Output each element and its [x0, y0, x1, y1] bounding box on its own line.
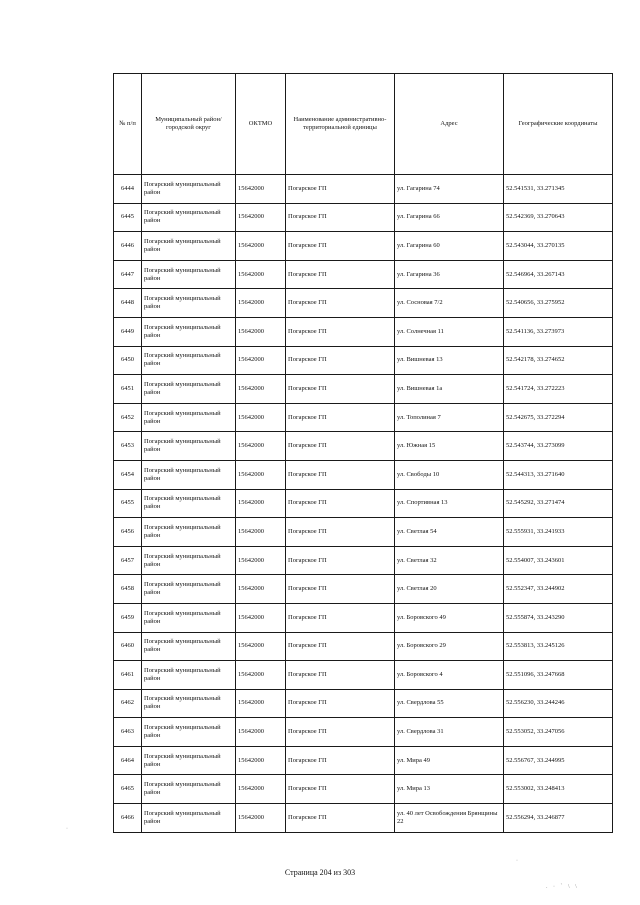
cell-address: ул. Вишневая 13	[395, 346, 504, 375]
cell-oktmo: 15642000	[236, 546, 286, 575]
cell-address: ул. Солнечная 11	[395, 317, 504, 346]
cell-coords: 52.543744, 33.273099	[504, 432, 613, 461]
table-row	[114, 403, 613, 432]
cell-unit: Погарское ГП	[286, 661, 395, 690]
table-body	[114, 175, 613, 833]
cell-municipality: Погарский муниципальный район	[142, 518, 236, 547]
cell-municipality: Погарский муниципальный район	[142, 804, 236, 833]
table-row	[114, 203, 613, 232]
header-municipality: Муниципальный район/городской округ	[142, 74, 236, 175]
cell-address: ул. Спортивная 13	[395, 489, 504, 518]
cell-municipality: Погарский муниципальный район	[142, 575, 236, 604]
cell-coords: 52.556767, 33.244995	[504, 746, 613, 775]
table-row	[114, 632, 613, 661]
cell-oktmo: 15642000	[236, 460, 286, 489]
header-unit: Наименование административно-территориальной единицы	[286, 74, 395, 175]
cell-num: 6448	[114, 289, 142, 318]
cell-address: ул. Мира 49	[395, 746, 504, 775]
table-row	[114, 689, 613, 718]
cell-unit: Погарское ГП	[286, 260, 395, 289]
cell-num: 6460	[114, 632, 142, 661]
cell-unit: Погарское ГП	[286, 375, 395, 404]
cell-address: ул. Мира 13	[395, 775, 504, 804]
cell-unit: Погарское ГП	[286, 232, 395, 261]
cell-unit: Погарское ГП	[286, 632, 395, 661]
cell-unit: Погарское ГП	[286, 746, 395, 775]
cell-num: 6451	[114, 375, 142, 404]
table-row	[114, 746, 613, 775]
cell-coords: 52.555874, 33.243290	[504, 603, 613, 632]
cell-oktmo: 15642000	[236, 689, 286, 718]
cell-num: 6463	[114, 718, 142, 747]
cell-num: 6459	[114, 603, 142, 632]
cell-unit: Погарское ГП	[286, 432, 395, 461]
cell-municipality: Погарский муниципальный район	[142, 260, 236, 289]
cell-coords: 52.545292, 33.271474	[504, 489, 613, 518]
cell-address: ул. Вишневая 1а	[395, 375, 504, 404]
cell-num: 6445	[114, 203, 142, 232]
cell-coords: 52.554007, 33.243601	[504, 546, 613, 575]
cell-coords: 52.541531, 33.271345	[504, 175, 613, 204]
cell-address: ул. 40 лет Освобождения Брянщины 22	[395, 804, 504, 833]
cell-unit: Погарское ГП	[286, 804, 395, 833]
cell-num: 6464	[114, 746, 142, 775]
header-coords: Географические координаты	[504, 74, 613, 175]
cell-num: 6461	[114, 661, 142, 690]
cell-oktmo: 15642000	[236, 260, 286, 289]
cell-coords: 52.556294, 33.246877	[504, 804, 613, 833]
cell-address: ул. Боровского 4	[395, 661, 504, 690]
cell-address: ул. Гагарина 74	[395, 175, 504, 204]
scan-speck: ·	[66, 826, 70, 832]
table-row	[114, 260, 613, 289]
cell-address: ул. Свободы 10	[395, 460, 504, 489]
cell-num: 6466	[114, 804, 142, 833]
table-header	[114, 74, 613, 175]
cell-unit: Погарское ГП	[286, 775, 395, 804]
table-row	[114, 575, 613, 604]
cell-address: ул. Боровского 29	[395, 632, 504, 661]
cell-municipality: Погарский муниципальный район	[142, 546, 236, 575]
cell-oktmo: 15642000	[236, 403, 286, 432]
scan-speck: ·	[516, 858, 520, 864]
cell-coords: 52.553002, 33.248413	[504, 775, 613, 804]
cell-oktmo: 15642000	[236, 232, 286, 261]
cell-coords: 52.542675, 33.272294	[504, 403, 613, 432]
table-row	[114, 661, 613, 690]
cell-oktmo: 15642000	[236, 804, 286, 833]
cell-address: ул. Светлая 32	[395, 546, 504, 575]
cell-municipality: Погарский муниципальный район	[142, 203, 236, 232]
cell-municipality: Погарский муниципальный район	[142, 689, 236, 718]
cell-oktmo: 15642000	[236, 632, 286, 661]
cell-oktmo: 15642000	[236, 289, 286, 318]
table-row	[114, 432, 613, 461]
cell-municipality: Погарский муниципальный район	[142, 460, 236, 489]
cell-num: 6457	[114, 546, 142, 575]
cell-municipality: Погарский муниципальный район	[142, 775, 236, 804]
cell-oktmo: 15642000	[236, 603, 286, 632]
cell-num: 6458	[114, 575, 142, 604]
cell-address: ул. Боровского 49	[395, 603, 504, 632]
cell-num: 6447	[114, 260, 142, 289]
cell-num: 6454	[114, 460, 142, 489]
cell-coords: 52.544313, 33.271640	[504, 460, 613, 489]
cell-address: ул. Тополиная 7	[395, 403, 504, 432]
cell-num: 6465	[114, 775, 142, 804]
cell-num: 6449	[114, 317, 142, 346]
cell-address: ул. Гагарина 60	[395, 232, 504, 261]
cell-municipality: Погарский муниципальный район	[142, 432, 236, 461]
cell-oktmo: 15642000	[236, 203, 286, 232]
cell-coords: 52.551096, 33.247668	[504, 661, 613, 690]
table-row	[114, 489, 613, 518]
cell-coords: 52.542178, 33.274652	[504, 346, 613, 375]
cell-unit: Погарское ГП	[286, 718, 395, 747]
cell-coords: 52.552347, 33.244902	[504, 575, 613, 604]
cell-num: 6452	[114, 403, 142, 432]
cell-unit: Погарское ГП	[286, 603, 395, 632]
cell-unit: Погарское ГП	[286, 346, 395, 375]
cell-unit: Погарское ГП	[286, 460, 395, 489]
cell-oktmo: 15642000	[236, 746, 286, 775]
cell-address: ул. Свердлова 31	[395, 718, 504, 747]
cell-coords: 52.553052, 33.247056	[504, 718, 613, 747]
cell-address: ул. Светлая 20	[395, 575, 504, 604]
table-row	[114, 289, 613, 318]
header-address: Адрес	[395, 74, 504, 175]
cell-municipality: Погарский муниципальный район	[142, 661, 236, 690]
cell-coords: 52.541136, 33.273973	[504, 317, 613, 346]
scan-marks: . · ` \ \	[546, 884, 579, 890]
table-row	[114, 346, 613, 375]
cell-address: ул. Светлая 54	[395, 518, 504, 547]
cell-unit: Погарское ГП	[286, 546, 395, 575]
cell-coords: 52.541724, 33.272223	[504, 375, 613, 404]
cell-oktmo: 15642000	[236, 718, 286, 747]
cell-oktmo: 15642000	[236, 489, 286, 518]
cell-coords: 52.542369, 33.270643	[504, 203, 613, 232]
cell-unit: Погарское ГП	[286, 403, 395, 432]
table-row	[114, 804, 613, 833]
cell-unit: Погарское ГП	[286, 518, 395, 547]
cell-municipality: Погарский муниципальный район	[142, 175, 236, 204]
cell-municipality: Погарский муниципальный район	[142, 603, 236, 632]
cell-oktmo: 15642000	[236, 661, 286, 690]
cell-oktmo: 15642000	[236, 346, 286, 375]
cell-municipality: Погарский муниципальный район	[142, 375, 236, 404]
cell-municipality: Погарский муниципальный район	[142, 289, 236, 318]
table-row	[114, 232, 613, 261]
cell-address: ул. Южная 15	[395, 432, 504, 461]
header-oktmo: ОКТМО	[236, 74, 286, 175]
cell-municipality: Погарский муниципальный район	[142, 232, 236, 261]
cell-unit: Погарское ГП	[286, 175, 395, 204]
registry-table	[113, 73, 613, 833]
cell-unit: Погарское ГП	[286, 575, 395, 604]
cell-oktmo: 15642000	[236, 518, 286, 547]
table-row	[114, 775, 613, 804]
table-row	[114, 460, 613, 489]
header-row	[114, 74, 613, 175]
cell-coords: 52.556230, 33.244246	[504, 689, 613, 718]
cell-num: 6455	[114, 489, 142, 518]
cell-unit: Погарское ГП	[286, 689, 395, 718]
cell-num: 6453	[114, 432, 142, 461]
cell-unit: Погарское ГП	[286, 203, 395, 232]
cell-num: 6456	[114, 518, 142, 547]
table-row	[114, 317, 613, 346]
cell-municipality: Погарский муниципальный район	[142, 346, 236, 375]
cell-oktmo: 15642000	[236, 575, 286, 604]
page-number: Страница 204 из 303	[284, 868, 356, 877]
cell-oktmo: 15642000	[236, 432, 286, 461]
cell-oktmo: 15642000	[236, 175, 286, 204]
table-row	[114, 375, 613, 404]
table-row	[114, 175, 613, 204]
header-num: № п/п	[114, 74, 142, 175]
cell-num: 6444	[114, 175, 142, 204]
cell-num: 6462	[114, 689, 142, 718]
cell-municipality: Погарский муниципальный район	[142, 489, 236, 518]
cell-municipality: Погарский муниципальный район	[142, 403, 236, 432]
table-row	[114, 603, 613, 632]
cell-num: 6450	[114, 346, 142, 375]
cell-municipality: Погарский муниципальный район	[142, 317, 236, 346]
cell-address: ул. Гагарина 66	[395, 203, 504, 232]
cell-unit: Погарское ГП	[286, 317, 395, 346]
cell-address: ул. Сосновая 7/2	[395, 289, 504, 318]
cell-municipality: Погарский муниципальный район	[142, 632, 236, 661]
cell-oktmo: 15642000	[236, 775, 286, 804]
cell-oktmo: 15642000	[236, 317, 286, 346]
table-row	[114, 518, 613, 547]
cell-municipality: Погарский муниципальный район	[142, 746, 236, 775]
cell-oktmo: 15642000	[236, 375, 286, 404]
cell-coords: 52.553813, 33.245126	[504, 632, 613, 661]
cell-num: 6446	[114, 232, 142, 261]
cell-unit: Погарское ГП	[286, 289, 395, 318]
cell-coords: 52.540656, 33.275952	[504, 289, 613, 318]
cell-address: ул. Свердлова 55	[395, 689, 504, 718]
table-row	[114, 718, 613, 747]
cell-address: ул. Гагарина 36	[395, 260, 504, 289]
cell-coords: 52.546964, 33.267143	[504, 260, 613, 289]
cell-municipality: Погарский муниципальный район	[142, 718, 236, 747]
table-row	[114, 546, 613, 575]
cell-unit: Погарское ГП	[286, 489, 395, 518]
cell-coords: 52.555931, 33.241933	[504, 518, 613, 547]
cell-coords: 52.543044, 33.270135	[504, 232, 613, 261]
